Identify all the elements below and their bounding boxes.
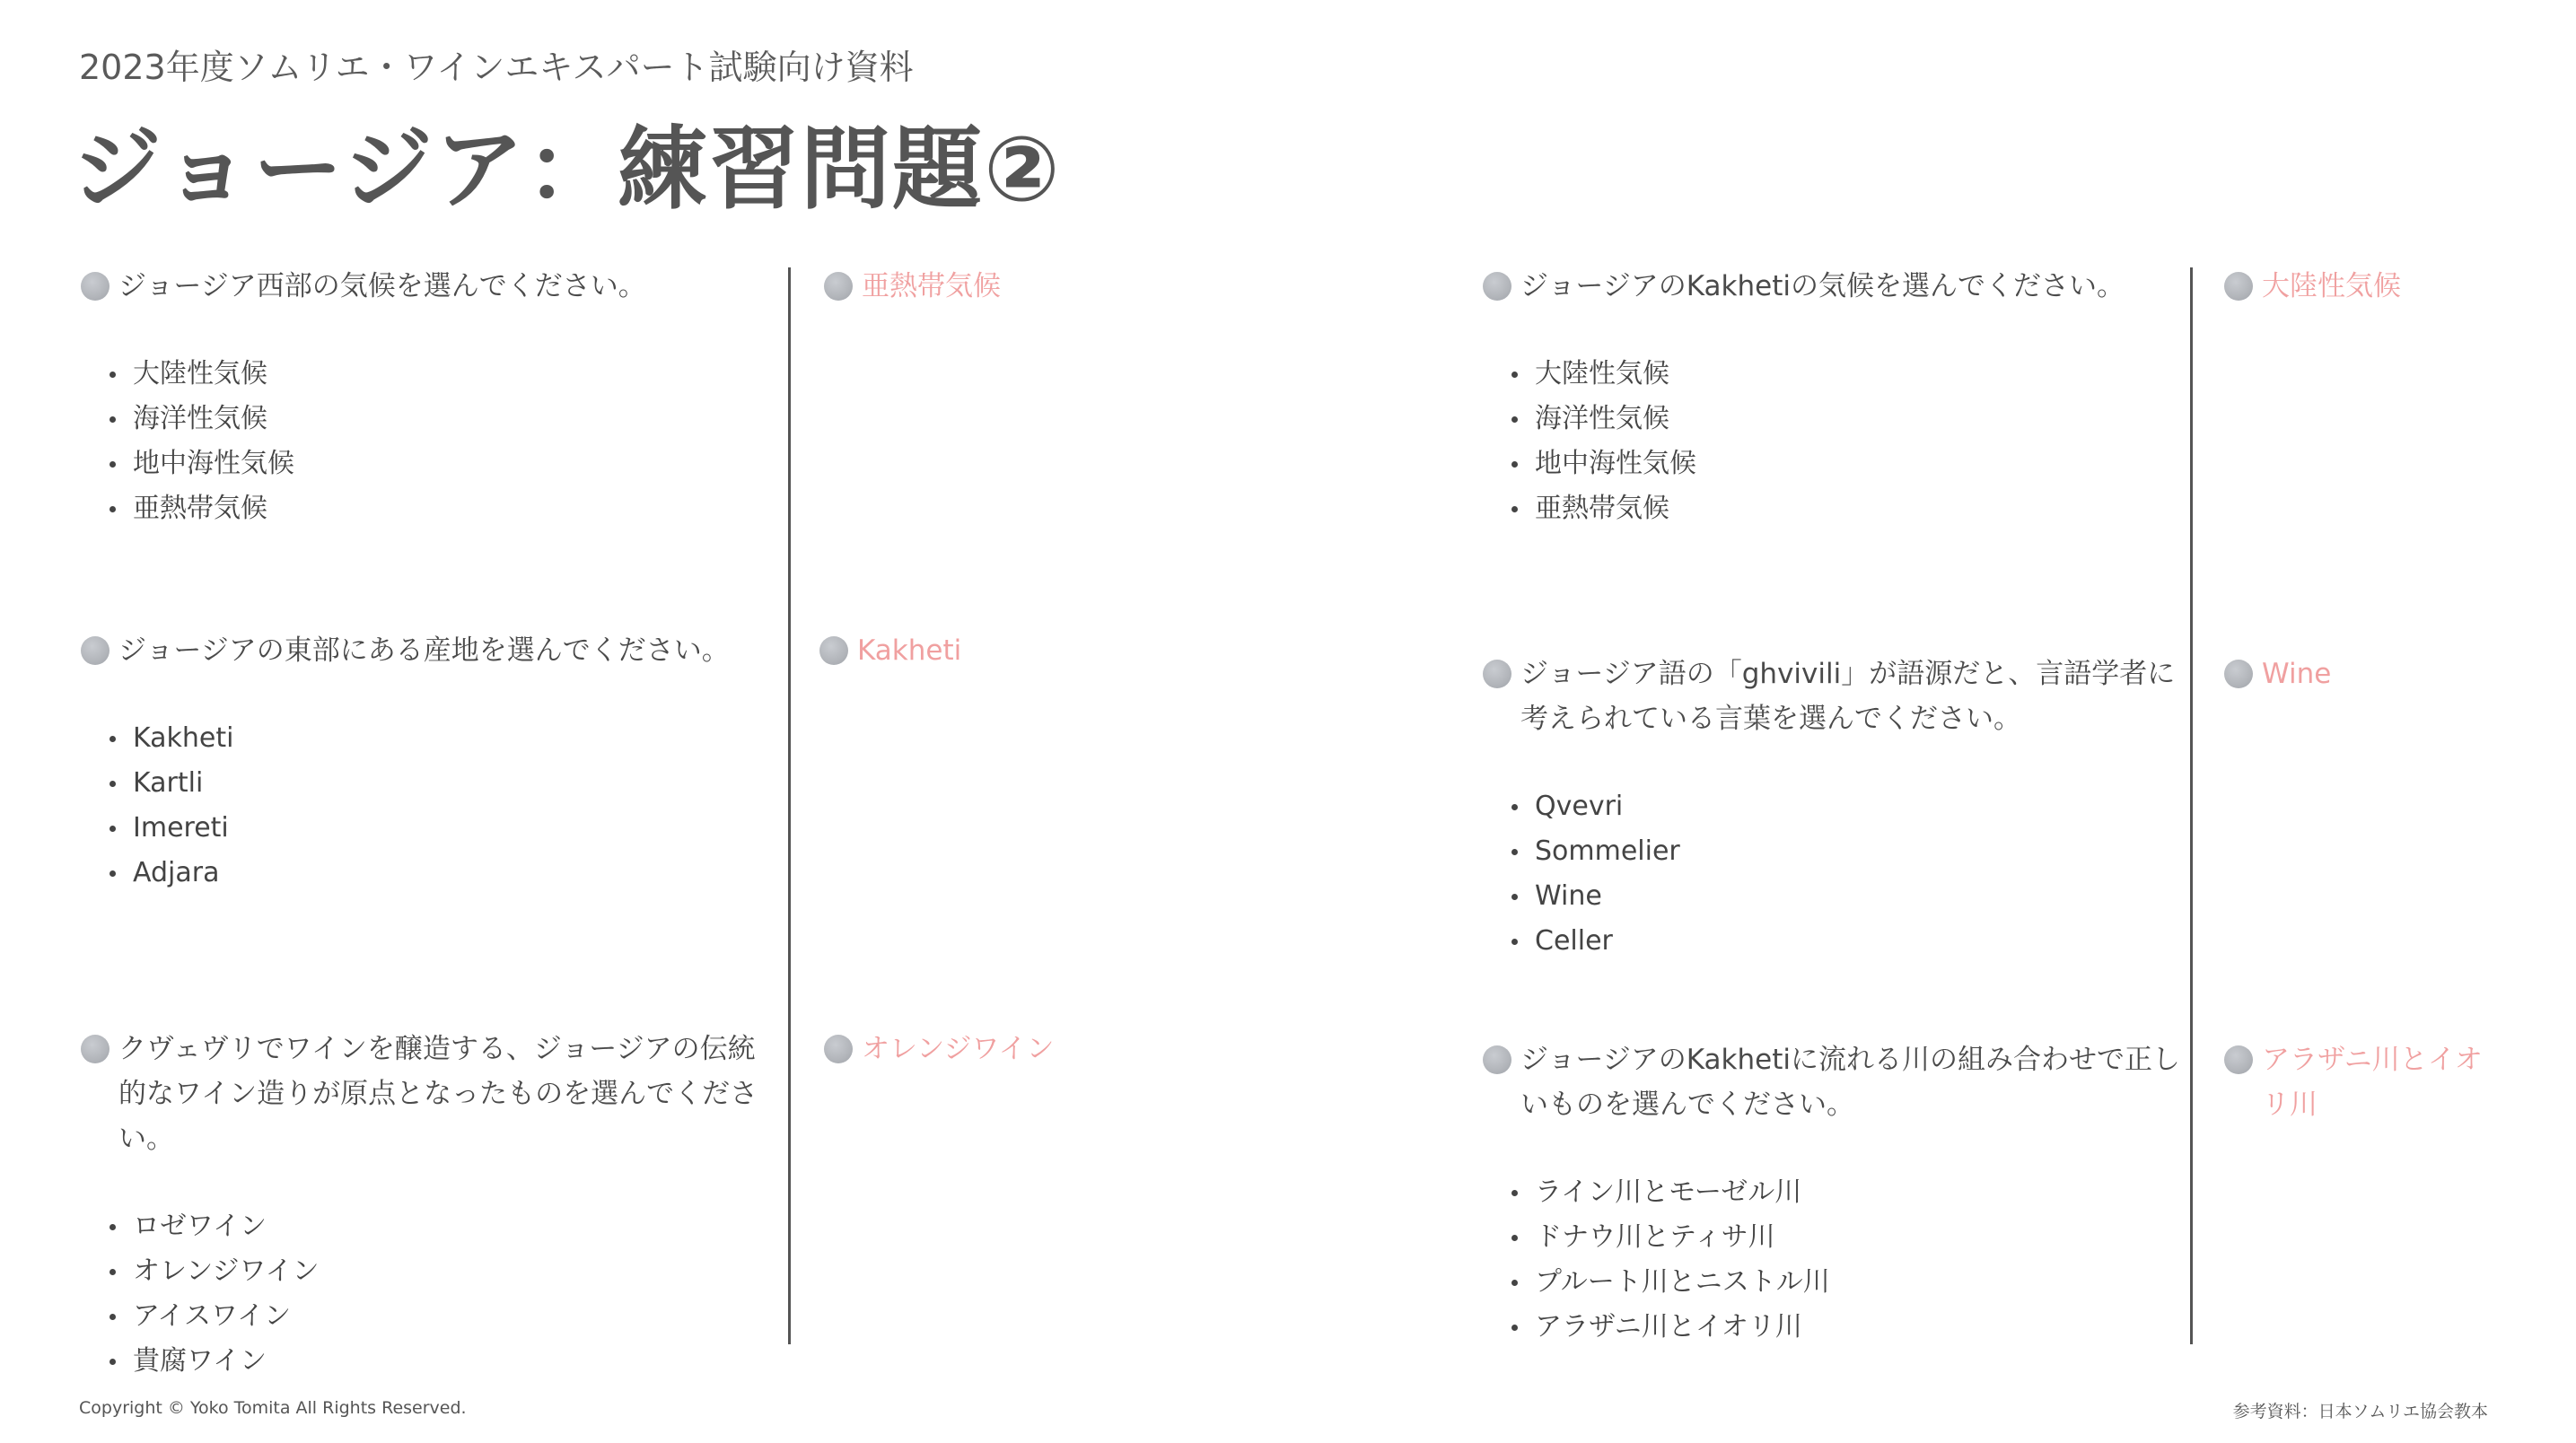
answer-block-1 — [824, 264, 1093, 309]
option-item: 地中海性気候 — [1511, 442, 2183, 486]
column-divider-right — [2190, 267, 2193, 1344]
question-block-5 — [1483, 652, 2183, 964]
answer-text: Wine — [2224, 652, 2493, 696]
option-item: Sommelier — [1511, 829, 2183, 874]
option-item: 海洋性気候 — [1511, 397, 2183, 442]
option-item: アイスワイン — [110, 1294, 781, 1339]
option-item: 亜熱帯気候 — [110, 486, 781, 531]
question-text: クヴェヴリでワインを醸造する、ジョージアの伝統的なワイン造りが原点となったものを選んでください。 — [81, 1027, 781, 1161]
question-text: ジョージアのKakhetiの気候を選んでください。 — [1483, 264, 2183, 309]
bullet-circle-icon — [824, 1035, 853, 1063]
question-block-3 — [81, 1027, 781, 1384]
option-item: 大陸性気候 — [1511, 352, 2183, 397]
answer-block-3 — [824, 1027, 1093, 1071]
bullet-circle-icon — [819, 636, 848, 665]
option-item: 大陸性気候 — [110, 352, 781, 397]
option-item: Kartli — [110, 761, 781, 806]
answer-text: 大陸性気候 — [2224, 264, 2493, 309]
page-title: ジョージア：練習問題② — [72, 117, 1062, 222]
bullet-circle-icon — [81, 272, 110, 301]
option-item: Kakheti — [110, 716, 781, 761]
copyright-text: Copyright © Yoko Tomita All Rights Reserved. — [79, 1398, 467, 1418]
option-item: Imereti — [110, 806, 781, 851]
answer-text: Kakheti — [819, 628, 1089, 673]
bullet-circle-icon — [1483, 1045, 1511, 1074]
bullet-circle-icon — [81, 636, 110, 665]
bullet-circle-icon — [1483, 660, 1511, 688]
question-block-1 — [81, 264, 781, 531]
answer-block-2 — [819, 628, 1089, 673]
bullet-circle-icon — [81, 1035, 110, 1063]
bullet-circle-icon — [824, 272, 853, 301]
option-item: プルート川とニストル川 — [1511, 1260, 2183, 1305]
option-item: ドナウ川とティサ川 — [1511, 1215, 2183, 1260]
option-item: Celler — [1511, 919, 2183, 964]
option-item: オレンジワイン — [110, 1249, 781, 1294]
option-item: Qvevri — [1511, 784, 2183, 829]
page-subtitle: 2023年度ソムリエ・ワインエキスパート試験向け資料 — [79, 48, 914, 87]
option-list — [1483, 1170, 2183, 1350]
option-list — [81, 716, 781, 896]
question-text: ジョージアのKakhetiに流れる川の組み合わせで正しいものを選んでください。 — [1483, 1037, 2183, 1127]
question-text: ジョージア西部の気候を選んでください。 — [81, 264, 781, 309]
answer-block-4 — [2224, 264, 2493, 309]
option-item: Adjara — [110, 851, 781, 896]
bullet-circle-icon — [2224, 660, 2253, 688]
reference-text: 参考資料：日本ソムリエ協会教本 — [2232, 1402, 2488, 1421]
answer-block-5 — [2224, 652, 2493, 696]
bullet-circle-icon — [1483, 272, 1511, 301]
question-block-6 — [1483, 1037, 2183, 1350]
bullet-circle-icon — [2224, 1045, 2253, 1074]
option-item: Wine — [1511, 874, 2183, 919]
question-text: ジョージア語の「ghvivili」が語源だと、言語学者に考えられている言葉を選んでください。 — [1483, 652, 2183, 741]
option-list — [81, 1204, 781, 1384]
option-list — [1483, 352, 2183, 531]
answer-text: オレンジワイン — [824, 1027, 1093, 1071]
option-item: 海洋性気候 — [110, 397, 781, 442]
answer-text: 亜熱帯気候 — [824, 264, 1093, 309]
answer-text: アラザニ川とイオリ川 — [2224, 1037, 2493, 1127]
option-item: 貴腐ワイン — [110, 1339, 781, 1384]
question-block-2 — [81, 628, 781, 896]
option-item: ロゼワイン — [110, 1204, 781, 1249]
column-divider-left — [788, 267, 791, 1344]
option-item: 地中海性気候 — [110, 442, 781, 486]
question-text: ジョージアの東部にある産地を選んでください。 — [81, 628, 781, 673]
answer-block-6 — [2224, 1037, 2493, 1127]
option-list — [1483, 784, 2183, 964]
option-item: ライン川とモーゼル川 — [1511, 1170, 2183, 1215]
option-item: アラザニ川とイオリ川 — [1511, 1305, 2183, 1350]
option-list — [81, 352, 781, 531]
bullet-circle-icon — [2224, 272, 2253, 301]
question-block-4 — [1483, 264, 2183, 531]
option-item: 亜熱帯気候 — [1511, 486, 2183, 531]
